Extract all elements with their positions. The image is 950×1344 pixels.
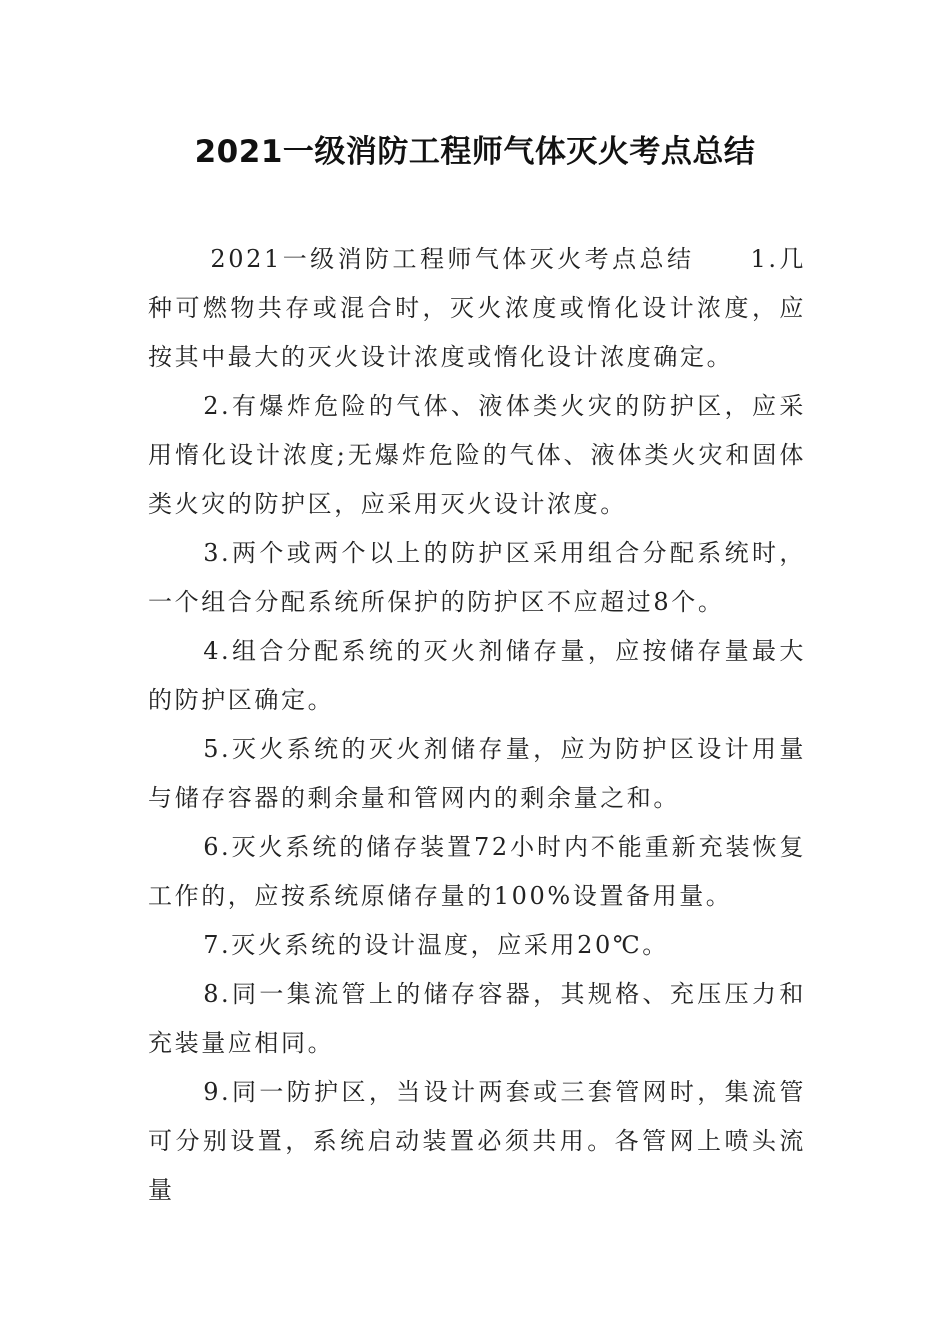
- paragraph-5: 5.灭火系统的灭火剂储存量，应为防护区设计用量与储存容器的剩余量和管网内的剩余量之和。: [148, 735, 806, 812]
- paragraph-8: 8.同一集流管上的储存容器，其规格、充压压力和充装量应相同。: [148, 980, 806, 1057]
- paragraph-9: 9.同一防护区，当设计两套或三套管网时，集流管可分别设置，系统启动装置必须共用。各管网上喷头流量: [148, 1078, 806, 1204]
- paragraph-7: 7.灭火系统的设计温度，应采用20℃。: [203, 931, 669, 959]
- paragraph-1: [148, 235, 806, 382]
- paragraph-3: 3.两个或两个以上的防护区采用组合分配系统时，一个组合分配系统所保护的防护区不应超过8个。: [148, 539, 806, 616]
- document-body: [148, 235, 806, 1215]
- document-title: 2021一级消防工程师气体灭火考点总结: [194, 134, 756, 170]
- paragraph-1-text: 1.几种可燃物共存或混合时，灭火浓度或惰化设计浓度，应按其中最大的灭火设计浓度或惰化设计浓度确定。: [148, 245, 806, 371]
- paragraph-2: 2.有爆炸危险的气体、液体类火灾的防护区，应采用惰化设计浓度;无爆炸危险的气体、液体类火灾和固体类火灾的防护区，应采用灭火设计浓度。: [148, 392, 806, 518]
- paragraph-4: 4.组合分配系统的灭火剂储存量，应按储存量最大的防护区确定。: [148, 637, 806, 714]
- paragraph-6: 6.灭火系统的储存装置72小时内不能重新充装恢复工作的，应按系统原储存量的100%设置备用量。: [148, 833, 806, 910]
- intro-heading: 2021一级消防工程师气体灭火考点总结: [210, 245, 695, 273]
